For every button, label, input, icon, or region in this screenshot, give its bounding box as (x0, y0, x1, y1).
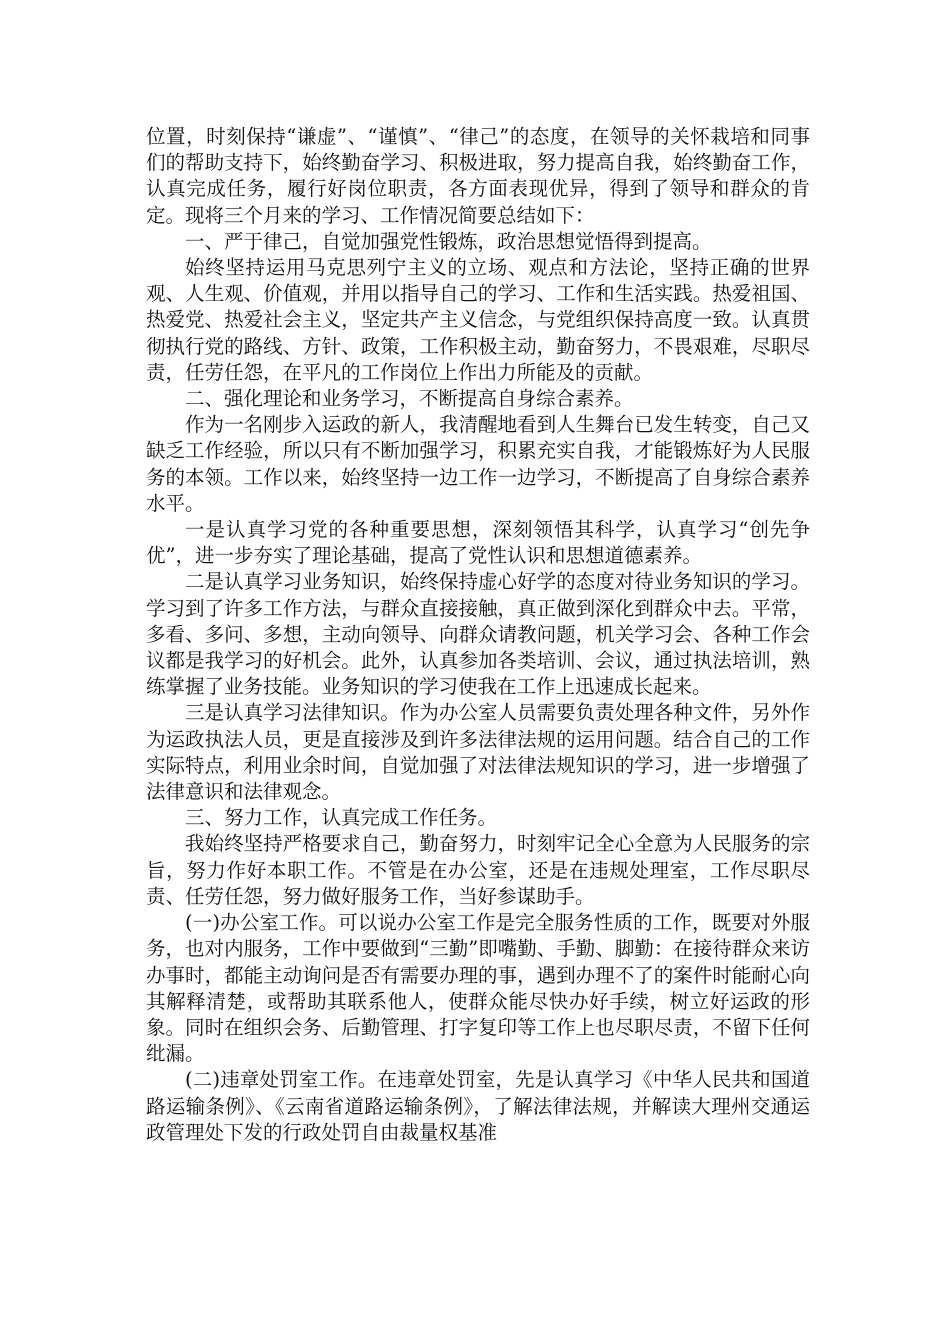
paragraph-study-law: 三是认真学习法律知识。作为办公室人员需要负责处理各种文件，另外作为运政执法人员，更是直接涉及到许多法律法规的运用问题。结合自己的工作实际特点，利用业余时间，自觉加强了对法律法规知识的学习，进一步增强了法律意识和法律观念。 (146, 701, 810, 804)
heading-section-1: 一、严于律己，自觉加强党性锻炼，政治思想觉悟得到提高。 (185, 229, 712, 253)
paragraph-new-staff: 作为一名刚步入运政的新人，我清醒地看到人生舞台已发生转变，自己又缺乏工作经验，所以只有不断加强学习，积累充实自我，才能锻炼好为人民服务的本领。工作以来，始终坚持一边工作一边学习，不断提高了自身综合素养水平。 (146, 413, 810, 515)
heading-section-3: 三、努力工作，认真完成工作任务。 (185, 806, 498, 830)
heading-section-2: 二、强化理论和业务学习，不断提高自身综合素养。 (185, 387, 634, 411)
paragraph-study-party: 一是认真学习党的各种重要思想，深刻领悟其科学，认真学习“创先争优”，进一步夯实了理论基础，提高了党性认识和思想道德素养。 (146, 518, 810, 568)
paragraph-study-business: 二是认真学习业务知识，始终保持虚心好学的态度对待业务知识的学习。学习到了许多工作方法，与群众直接接触，真正做到深化到群众中去。平常，多看、多问、多想，主动向领导、向群众请教问题，机关学习会、各种工作会议都是我学习的好机会。此外，认真参加各类培训、会议，通过执法培训，熟练掌握了业务技能。业务知识的学习使我在工作上迅速成长起来。 (146, 570, 810, 699)
paragraph-political-thought: 始终坚持运用马克思列宁主义的立场、观点和方法论，坚持正确的世界观、人生观、价值观，并用以指导自己的学习、工作和生活实践。热爱祖国、热爱党、热爱社会主义，坚定共产主义信念，与党组织保持高度一致。认真贯彻执行党的路线、方针、政策，工作积极主动，勤奋努力，不畏艰难，尽职尽责，任劳任怨，在平凡的工作岗位上作出力所能及的贡献。 (146, 256, 810, 384)
paragraph-work-attitude: 我始终坚持严格要求自己，勤奋努力，时刻牢记全心全意为人民服务的宗旨，努力作好本职工作。不管是在办公室，还是在违规处理室，工作尽职尽责、任劳任怨，努力做好服务工作，当好参谋助手。 (146, 832, 810, 908)
paragraph-intro: 位置，时刻保持“谦虚”、“谨慎”、“律己”的态度，在领导的关怀栽培和同事们的帮助支持下，始终勤奋学习、积极进取，努力提高自我，始终勤奋工作，认真完成任务，履行好岗位职责，各方面表现优异，得到了领导和群众的肯定。现将三个月来的学习、工作情况简要总结如下： (146, 125, 810, 227)
document-body (146, 124, 810, 1146)
paragraph-penalty-office: (二)违章处罚室工作。在违章处罚室，先是认真学习《中华人民共和国道路运输条例》、《云南省道路运输条例》，了解法律法规，并解读大理州交通运政管理处下发的行政处罚自由裁量权基准 (146, 1068, 810, 1144)
paragraph-office-work: (一)办公室工作。可以说办公室工作是完全服务性质的工作，既要对外服务，也对内服务，工作中要做到“三勤”即嘴勤、手勤、脚勤：在接待群众来访办事时，都能主动询问是否有需要办理的事，遇到办理不了的案件时能耐心向其解释清楚，或帮助其联系他人，使群众能尽快办好手续，树立好运政的形象。同时在组织会务、后勤管理、打字复印等工作上也尽职尽责，不留下任何纰漏。 (146, 911, 810, 1066)
